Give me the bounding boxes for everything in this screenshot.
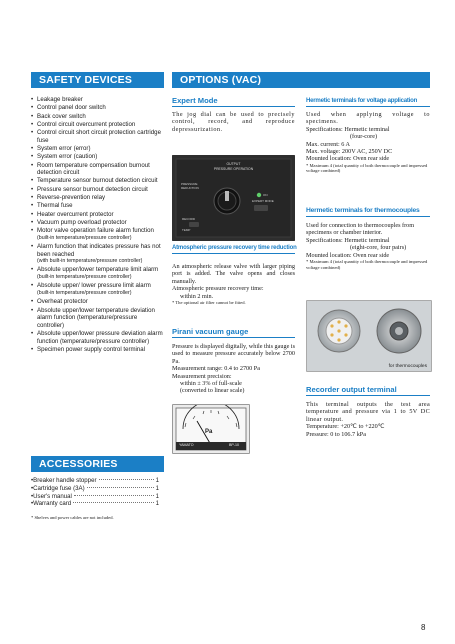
accessory-qty: 1 (155, 492, 159, 500)
panel-title-2: PRESSURE OPERATION (213, 167, 254, 171)
safety-item (31, 227, 165, 242)
hermetic-voltage-l3: Max. current: 6 A (306, 140, 350, 148)
safety-item-text: Absolute upper/ lower pressure limit alarm (37, 282, 151, 290)
hermetic-voltage-body (306, 111, 430, 174)
safety-item-text: Temperature sensor burnout detection circuit (37, 177, 158, 185)
safety-item-text: Vacuum pump overload protector (37, 218, 127, 226)
safety-item-text: Back cover switch (37, 112, 86, 120)
safety-item-text: Room temperature compensation burnout detection circuit (37, 161, 150, 177)
accessories-list (31, 477, 159, 508)
safety-item (31, 96, 165, 104)
safety-item (31, 219, 165, 227)
safety-item (31, 104, 165, 112)
safety-item (31, 307, 165, 330)
panel-right-label-2: EXPERT MODE (252, 199, 274, 203)
safety-item (31, 121, 165, 129)
hermetic-voltage-l4: Max. voltage: 200V AC, 250V DC (306, 148, 393, 156)
hermetic-photo-caption: for thermocouples (388, 364, 427, 369)
safety-item (31, 145, 165, 153)
accessories-header: ACCESSORIES (31, 456, 164, 472)
safety-item-subtext: (built-in temperature/pressure controller) (37, 234, 132, 241)
pirani-gauge-photo (172, 404, 250, 454)
gauge-model: BP-10 (229, 443, 239, 447)
safety-item-text: Overheat protector (37, 298, 88, 306)
safety-item-text: Leakage breaker (37, 96, 83, 103)
safety-item-text: Specimen power supply control terminal (37, 345, 146, 353)
leader-dots (73, 502, 153, 503)
safety-item-text: Control panel door switch (37, 104, 106, 112)
safety-item-text: Absolute upper/lower pressure deviation alarm function (temperature/pressure controller) (37, 329, 163, 345)
safety-devices-header: SAFETY DEVICES (31, 72, 164, 88)
accessory-qty: 1 (155, 477, 159, 484)
safety-item (31, 129, 165, 144)
safety-item-text: Absolute upper/lower temperature deviation alarm function (temperature/pressure controller) (37, 306, 155, 329)
accessory-item (31, 485, 159, 493)
recorder-l1: Temperature: +20℃ to +220℃ (306, 423, 385, 431)
accessory-item (31, 500, 159, 508)
pirani-line-3: Measurement precision: (172, 372, 232, 380)
leader-dots (99, 479, 154, 480)
safety-item (31, 346, 165, 354)
hermetic-voltage-body-text: Used when applying voltage to specimens. (306, 111, 430, 126)
pirani-line-4: within ± 3% of full-scale (180, 380, 242, 388)
safety-item-subtext: (with built-in temperature/pressure controller) (37, 258, 143, 265)
atmo-body (172, 263, 295, 306)
recorder-l2: Pressure: 0 to 106.7 kPa (306, 430, 366, 438)
safety-item (31, 113, 165, 121)
gauge-brand: YAMATO (179, 443, 194, 447)
hermetic-tc-heading: Hermetic terminals for thermocouples (306, 206, 430, 217)
bullet: • (31, 477, 34, 484)
recorder-body-text: This terminal outputs the test area temperature and pressure via 1 to 5V DC linear output. (306, 401, 430, 423)
hermetic-tc-note: * Maximum 4 (total quantity of both thermocouple and impressed voltage combined) (306, 259, 428, 270)
pirani-heading: Pirani vacuum gauge (172, 327, 295, 338)
atmo-note: * The optional air filter cannot be fitted. (172, 300, 246, 306)
safety-item (31, 243, 165, 266)
safety-item-text: System error (error) (37, 145, 91, 152)
hermetic-tc-body-text: Used for connection to thermocouples from specimens or chamber interior. (306, 222, 415, 237)
hermetic-tc-body (306, 222, 430, 270)
hermetic-voltage-l2: (four-core) (350, 133, 378, 141)
panel-left-label-2: REDUCTION (181, 186, 199, 190)
safety-item-text: Thermal fuse (37, 202, 73, 210)
accessory-qty: 1 (155, 500, 159, 508)
hermetic-tc-l2: (eight-core, four pairs) (350, 244, 407, 252)
safety-item-text: Control circuit short circuit protection cartridge fuse (37, 129, 161, 144)
panel-left-label-1: PRESSURE (181, 182, 198, 186)
recorder-heading: Recorder output terminal (306, 385, 430, 396)
safety-item-subtext: (built-in temperature/pressure controller) (37, 274, 132, 281)
expert-mode-panel-photo (172, 155, 295, 241)
accessory-item (31, 493, 159, 501)
atmo-line-2: Atmospheric pressure recovery time: (172, 285, 264, 293)
atmo-line-3: within 2 min. (180, 292, 214, 300)
safety-item (31, 202, 165, 210)
safety-item (31, 282, 165, 297)
accessory-qty: 1 (155, 484, 159, 492)
pirani-body (172, 343, 295, 395)
pirani-body-text: Pressure is displayed digitally, while this gauge is used to measure pressure accurately below 2700 Pa. (172, 343, 295, 365)
safety-item (31, 186, 165, 194)
safety-item (31, 162, 165, 177)
accessory-item (31, 477, 159, 485)
bullet: • (31, 500, 34, 508)
hermetic-terminal-photo (306, 300, 432, 372)
accessory-label: Warranty card (33, 500, 72, 508)
safety-item-text: Pressure sensor burnout detection circuit (37, 185, 148, 193)
page-number: 8 (421, 623, 426, 632)
safety-item-text: Control circuit overcurrent protection (37, 120, 136, 128)
safety-devices-list (31, 96, 165, 354)
panel-bottom-label-2: TEMP (182, 228, 191, 232)
gauge-unit: Pa (205, 429, 213, 435)
panel-bottom-label-1: RECORD (182, 217, 196, 221)
accessory-label: Breaker handle stopper (33, 477, 97, 484)
accessory-label: User's manual (33, 492, 72, 500)
atmo-body-text: An atmospheric release valve with larger piping port is added. The valve opens and closes manually. (172, 263, 295, 285)
safety-item-text: System error (caution) (37, 153, 98, 161)
pirani-line-5: (converted to linear scale) (180, 387, 245, 395)
safety-item (31, 153, 165, 161)
safety-item (31, 330, 165, 345)
recorder-body (306, 401, 430, 438)
options-header: OPTIONS (VAC) (172, 72, 430, 88)
safety-item-text: Heater overcurrent protector (37, 210, 114, 218)
hermetic-voltage-heading: Hermetic terminals for voltage application (306, 96, 430, 107)
safety-item (31, 194, 165, 202)
hermetic-voltage-l5: Mounted location: Oven rear side (306, 155, 390, 163)
expert-mode-heading: Expert Mode (172, 96, 295, 107)
pirani-line-2: Measurement range: 0.4 to 2700 Pa (172, 365, 260, 373)
safety-item-text: Absolute upper/lower temperature limit alarm (37, 266, 159, 274)
hermetic-voltage-l1: Specifications: Hermetic terminal (306, 125, 390, 133)
safety-item-text: Motor valve operation failure alarm function (37, 227, 154, 235)
safety-item-subtext: (built-in temperature/pressure controller) (37, 289, 132, 296)
accessories-note: * Shelves and power cables are not included. (31, 515, 114, 520)
leader-dots (87, 487, 154, 488)
safety-item (31, 266, 165, 281)
bullet: • (31, 484, 34, 492)
accessory-label: Cartridge fuse (3A) (33, 484, 85, 492)
safety-item-text: Reverse-prevention relay (37, 194, 106, 201)
hermetic-tc-l3: Mounted location: Oven rear side (306, 251, 390, 259)
bullet: • (31, 492, 34, 500)
safety-item-text: Alarm function that indicates pressure has not been reached (37, 243, 161, 258)
panel-right-label-1: ON (263, 193, 268, 197)
leader-dots (74, 495, 154, 496)
expert-mode-body: The jog dial can be used to precisely control, record, and reproduce depressurization. (172, 111, 295, 133)
hermetic-voltage-note: * Maximum 4 (total quantity of both thermocouple and impressed voltage combined) (306, 162, 428, 174)
safety-item (31, 177, 165, 185)
atmo-heading: Atmospheric pressure recovery time reduction (172, 244, 295, 254)
hermetic-tc-l1: Specifications: Hermetic terminal (306, 236, 390, 244)
panel-title-1: OUTPUT (226, 162, 241, 166)
safety-item (31, 298, 165, 306)
safety-item (31, 211, 165, 219)
